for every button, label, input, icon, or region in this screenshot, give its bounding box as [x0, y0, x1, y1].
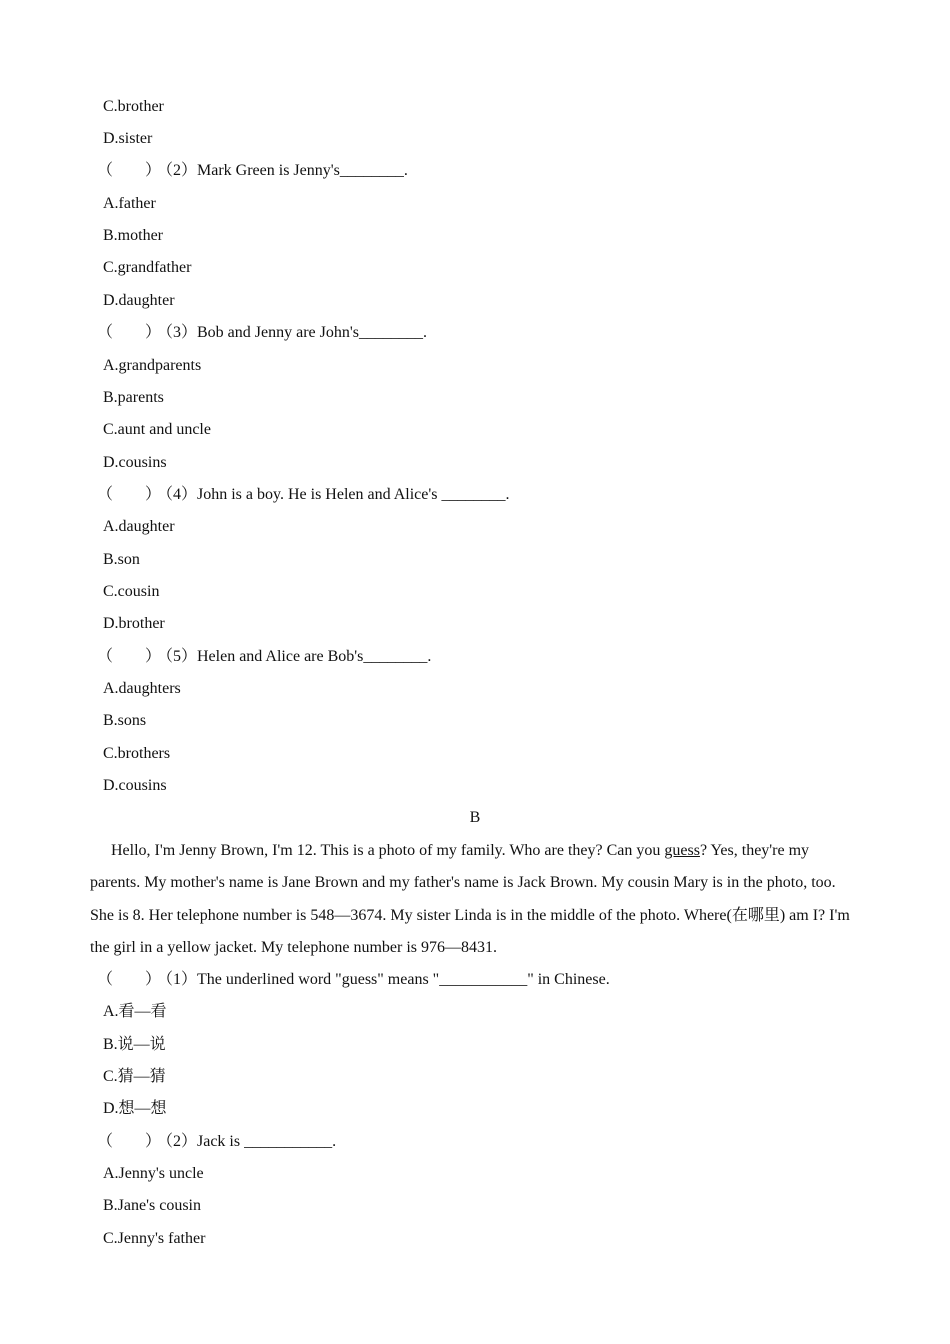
question-b2	[97, 1132, 336, 1152]
question-text: （3）Bob and Jenny are John's________.	[157, 324, 427, 341]
option-d: D.cousins	[103, 454, 167, 471]
passage-text: ? Yes, they're my parents. My mother's name is Jane Brown and my father's name is Jack Brown. My cousin Mary is in the photo, too. She is 8. Her telephone number is 548—3674. My sister Linda is in the middle of the photo. Where(在哪里) am I? I'm the girl in a yellow jacket. My telephone number is 976—8431.	[90, 842, 850, 956]
option-a: A.daughters	[103, 680, 181, 697]
question-text: （2）Mark Green is Jenny's________.	[157, 162, 408, 179]
question-2	[97, 161, 408, 181]
passage-text: Hello, I'm Jenny Brown, I'm 12. This is a photo of my family. Who are they? Can you	[111, 842, 665, 859]
question-text: （2）Jack is ___________.	[157, 1133, 337, 1150]
option-d: D.想—想	[103, 1100, 167, 1117]
option-b: B.说—说	[103, 1036, 166, 1053]
option-c: C.aunt and uncle	[103, 421, 211, 438]
option-c: C.brother	[103, 98, 164, 115]
question-b1	[97, 970, 610, 990]
option-b: B.mother	[103, 227, 163, 244]
answer-blank[interactable]: （ ）	[97, 486, 162, 503]
option-c: C.brothers	[103, 745, 171, 762]
option-a: A.father	[103, 195, 156, 212]
option-a: A.daughter	[103, 518, 175, 535]
question-text: （1）The underlined word "guess" means "___________" in Chinese.	[157, 971, 610, 988]
answer-blank[interactable]: （ ）	[97, 162, 162, 179]
answer-blank[interactable]: （ ）	[97, 971, 162, 988]
option-d: D.sister	[103, 130, 153, 147]
option-b: B.sons	[103, 712, 147, 729]
option-d: D.brother	[103, 615, 165, 632]
question-5	[97, 647, 431, 667]
option-c: C.Jenny's father	[103, 1230, 206, 1247]
option-d: D.daughter	[103, 292, 175, 309]
option-b: B.Jane's cousin	[103, 1197, 201, 1214]
option-c: C.猜—猜	[103, 1068, 166, 1085]
option-c: C.cousin	[103, 583, 160, 600]
underlined-word: guess	[664, 842, 700, 859]
option-b: B.son	[103, 551, 140, 568]
option-a: A.grandparents	[103, 357, 202, 374]
question-4	[97, 485, 509, 505]
option-a: A.Jenny's uncle	[103, 1165, 204, 1182]
option-d: D.cousins	[103, 777, 167, 794]
option-b: B.parents	[103, 389, 164, 406]
question-text: （5）Helen and Alice are Bob's________.	[157, 648, 432, 665]
option-a: A.看—看	[103, 1003, 167, 1020]
answer-blank[interactable]: （ ）	[97, 648, 162, 665]
answer-blank[interactable]: （ ）	[97, 324, 162, 341]
section-heading: B	[469, 809, 481, 826]
reading-passage	[90, 835, 858, 964]
option-c: C.grandfather	[103, 259, 192, 276]
question-3	[97, 323, 427, 343]
question-text: （4）John is a boy. He is Helen and Alice's ________.	[157, 486, 510, 503]
answer-blank[interactable]: （ ）	[97, 1133, 162, 1150]
